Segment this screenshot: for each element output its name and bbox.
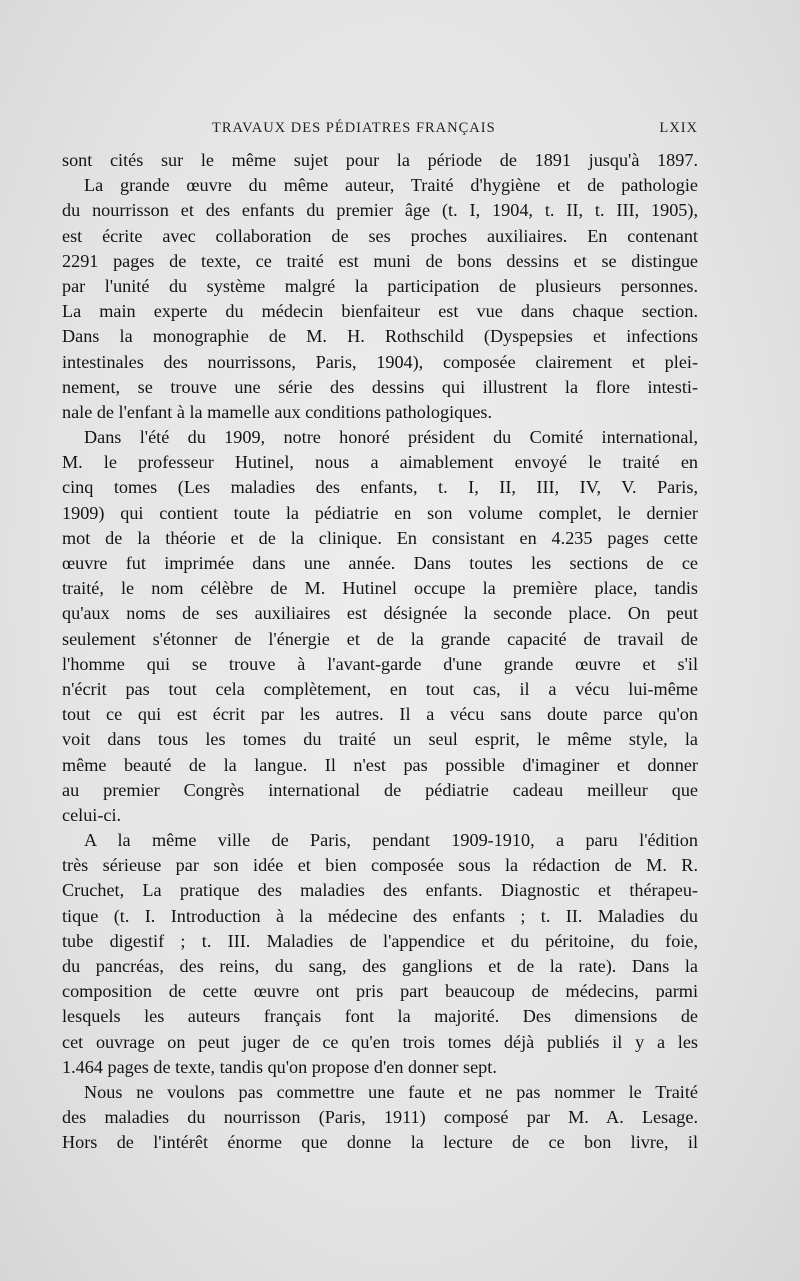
text-line: Dans l'été du 1909, notre honoré président du Comité international, xyxy=(84,427,698,448)
text-line: l'homme qui se trouve à l'avant-garde d'une grande œuvre et s'il xyxy=(62,653,698,674)
text-line: composition de cette œuvre ont pris part beaucoup de médecins, parmi xyxy=(62,981,698,1002)
text-line: voit dans tous les tomes du traité un seul esprit, le même style, la xyxy=(62,729,698,750)
text-line: Dans la monographie de M. H. Rothschild (Dyspepsies et infections xyxy=(62,326,698,347)
running-title: TRAVAUX DES PÉDIATRES FRANÇAIS xyxy=(212,120,496,136)
page-number: LXIX xyxy=(659,120,698,136)
text-line: très sérieuse par son idée et bien composée sous la rédaction de M. R. xyxy=(62,855,698,876)
text-line: même beauté de la langue. Il n'est pas possible d'imaginer et donner xyxy=(62,754,698,775)
text-line: Hors de l'intérêt énorme que donne la lecture de ce bon livre, il xyxy=(62,1132,698,1153)
text-line: Nous ne voulons pas commettre une faute et ne pas nommer le Traité xyxy=(84,1081,698,1102)
text-line: intestinales des nourrissons, Paris, 1904), composée clairement et plei- xyxy=(62,351,698,372)
text-line: cinq tomes (Les maladies des enfants, t. I, II, III, IV, V. Paris, xyxy=(62,477,698,498)
text-line: Cruchet, La pratique des maladies des enfants. Diagnostic et thérapeu- xyxy=(62,880,698,901)
text-line: M. le professeur Hutinel, nous a aimablement envoyé le traité en xyxy=(62,452,698,473)
text-line: tout ce qui est écrit par les autres. Il a vécu sans doute parce qu'on xyxy=(62,704,698,725)
text-line: 1.464 pages de texte, tandis qu'on propose d'en donner sept. xyxy=(62,1056,497,1077)
text-line: du nourrisson et des enfants du premier âge (t. I, 1904, t. II, t. III, 1905), xyxy=(62,200,698,221)
text-line: lesquels les auteurs français font la majorité. Des dimensions de xyxy=(62,1006,698,1027)
text-line: tube digestif ; t. III. Maladies de l'appendice et du péritoine, du foie, xyxy=(62,930,698,951)
text-line: au premier Congrès international de pédiatrie cadeau meilleur que xyxy=(62,779,698,800)
text-line: cet ouvrage on peut juger de ce qu'en trois tomes déjà publiés il y a les xyxy=(62,1031,698,1052)
running-header xyxy=(62,120,698,142)
text-line: est écrite avec collaboration de ses proches auxiliaires. En contenant xyxy=(62,225,698,246)
text-line: œuvre fut imprimée dans une année. Dans toutes les sections de ce xyxy=(62,553,698,573)
text-line: du pancréas, des reins, du sang, des ganglions et de la rate). Dans la xyxy=(62,956,698,976)
text-line: mot de la théorie et de la clinique. En consistant en 4.235 pages cette xyxy=(62,527,698,548)
text-line: seulement s'étonner de l'énergie et de la grande capacité de travail de xyxy=(62,628,698,649)
body-text xyxy=(62,148,698,1156)
text-line: par l'unité du système malgré la participation de plusieurs personnes. xyxy=(62,275,698,296)
text-line: A la même ville de Paris, pendant 1909-1910, a paru l'édition xyxy=(84,830,698,851)
text-line: 1909) qui contient toute la pédiatrie en son volume complet, le dernier xyxy=(62,502,698,523)
text-line: sont cités sur le même sujet pour la période de 1891 jusqu'à 1897. xyxy=(62,150,698,170)
text-line: n'écrit pas tout cela complètement, en tout cas, il a vécu lui-même xyxy=(62,678,698,699)
text-line: qu'aux noms de ses auxiliaires est désignée la seconde place. On peut xyxy=(62,603,698,624)
text-line: traité, le nom célèbre de M. Hutinel occupe la première place, tandis xyxy=(62,578,698,599)
text-line: nement, se trouve une série des dessins qui illustrent la flore intesti- xyxy=(62,376,698,397)
text-line: des maladies du nourrisson (Paris, 1911) composé par M. A. Lesage. xyxy=(62,1107,698,1128)
text-line: celui-ci. xyxy=(62,804,122,825)
text-line: tique (t. I. Introduction à la médecine des enfants ; t. II. Maladies du xyxy=(62,905,698,926)
text-line: La grande œuvre du même auteur, Traité d'hygiène et de pathologie xyxy=(84,175,698,196)
text-line: La main experte du médecin bienfaiteur est vue dans chaque section. xyxy=(62,301,698,322)
text-line: nale de l'enfant à la mamelle aux conditions pathologiques. xyxy=(62,401,493,422)
text-line: 2291 pages de texte, ce traité est muni de bons dessins et se distingue xyxy=(62,250,698,271)
